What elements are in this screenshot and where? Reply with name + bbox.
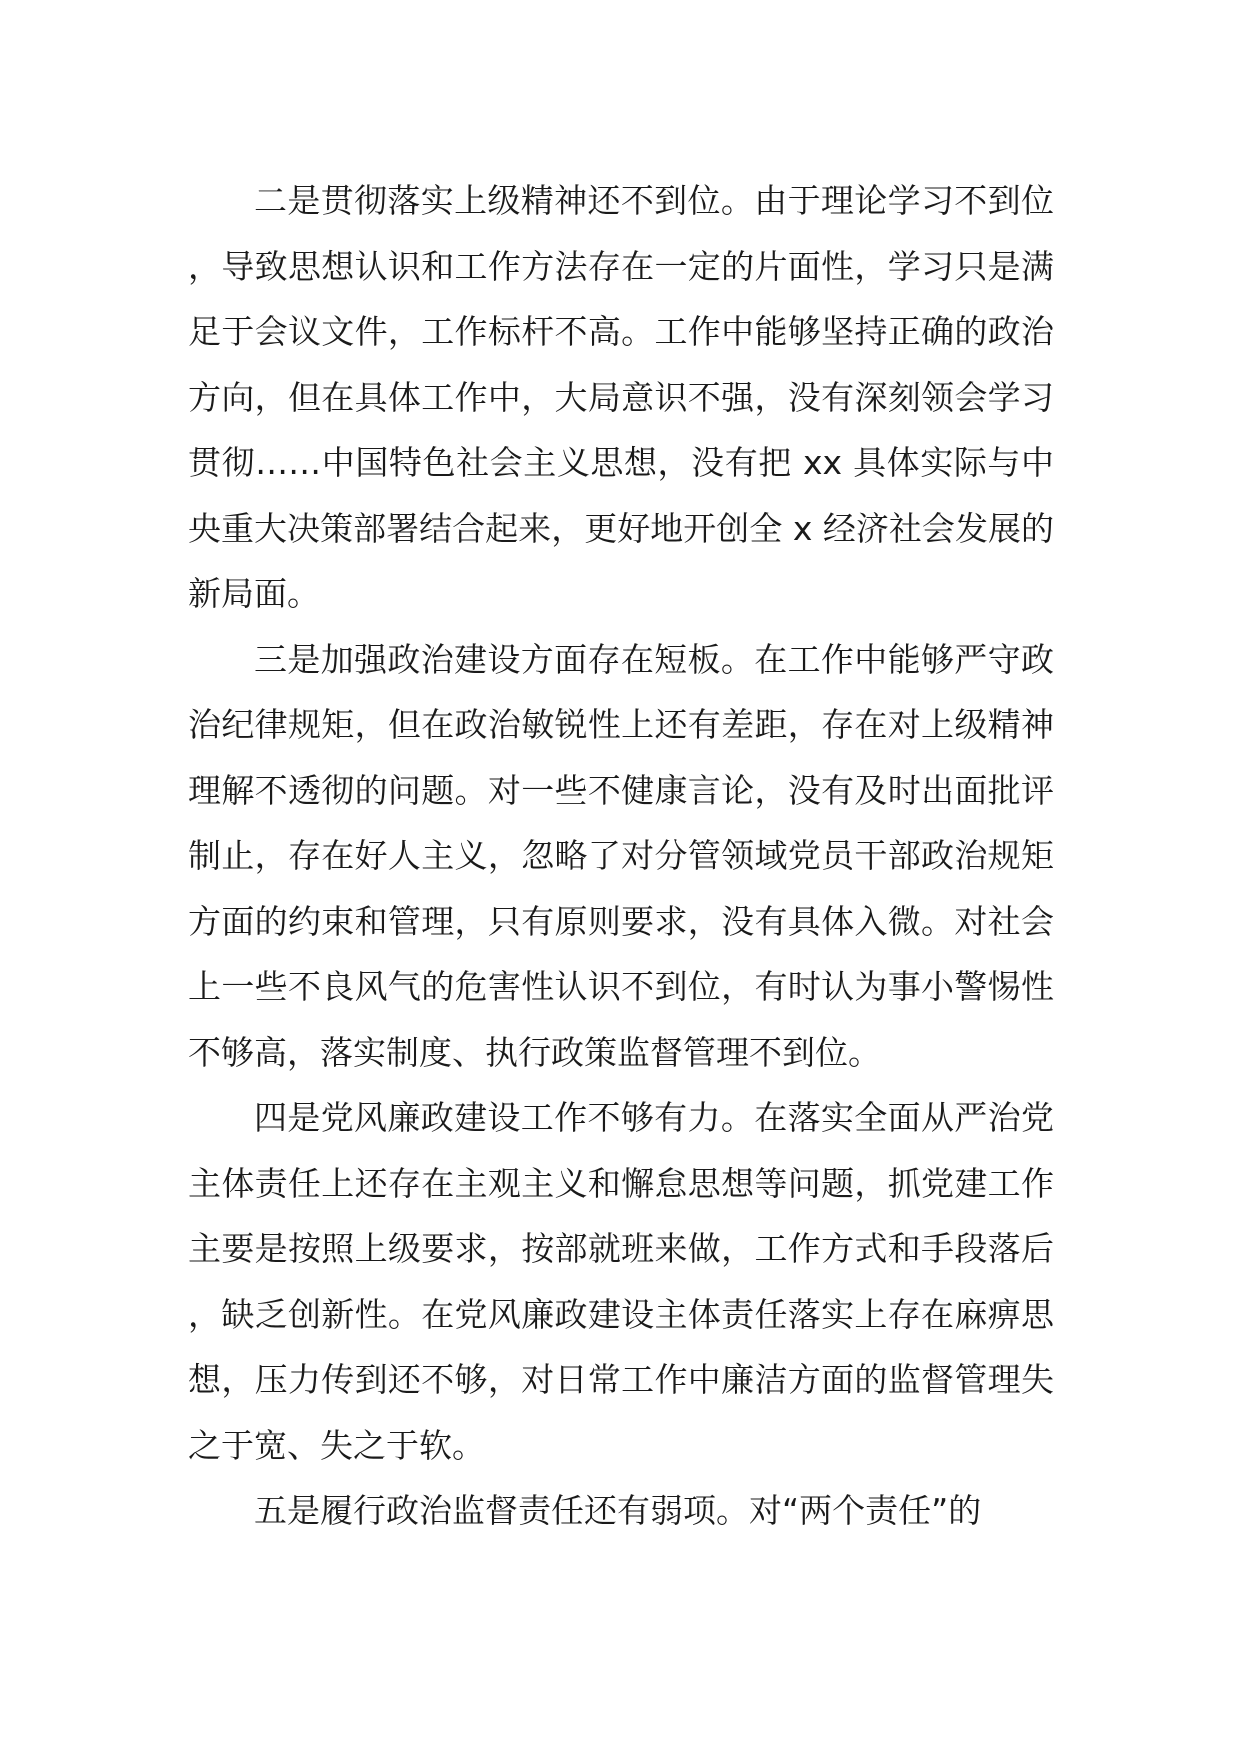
document-body <box>188 168 1054 1544</box>
paragraph-4: 四是党风廉政建设工作不够有力。在落实全面从严治党主体责任上还存在主观主义和懈怠思想等问题，抓党建工作主要是按照上级要求，按部就班来做，工作方式和手段落后，缺乏创新性。在党风廉政建设主体责任落实上存在麻痹思想，压力传到还不够，对日常工作中廉洁方面的监督管理失之于宽、失之于软。 <box>188 1098 1054 1465</box>
paragraph-3: 三是加强政治建设方面存在短板。在工作中能够严守政治纪律规矩，但在政治敏锐性上还有差距，存在对上级精神理解不透彻的问题。对一些不健康言论，没有及时出面批评制止，存在好人主义，忽略了对分管领域党员干部政治规矩方面的约束和管理，只有原则要求，没有具体入微。对社会上一些不良风气的危害性认识不到位，有时认为事小警惕性不够高，落实制度、执行政策监督管理不到位。 <box>188 639 1054 1072</box>
paragraph-5: 五是履行政治监督责任还有弱项。对“两个责任”的 <box>254 1491 982 1530</box>
paragraph-2: 二是贯彻落实上级精神还不到位。由于理论学习不到位，导致思想认识和工作方法存在一定的片面性，学习只是满足于会议文件，工作标杆不高。工作中能够坚持正确的政治方向，但在具体工作中，大局意识不强，没有深刻领会学习贯彻……中国特色社会主义思想，没有把 xx 具体实际与中央重大决策部署结合起来，更好地开创全 x 经济社会发展的新局面。 <box>188 181 1054 613</box>
